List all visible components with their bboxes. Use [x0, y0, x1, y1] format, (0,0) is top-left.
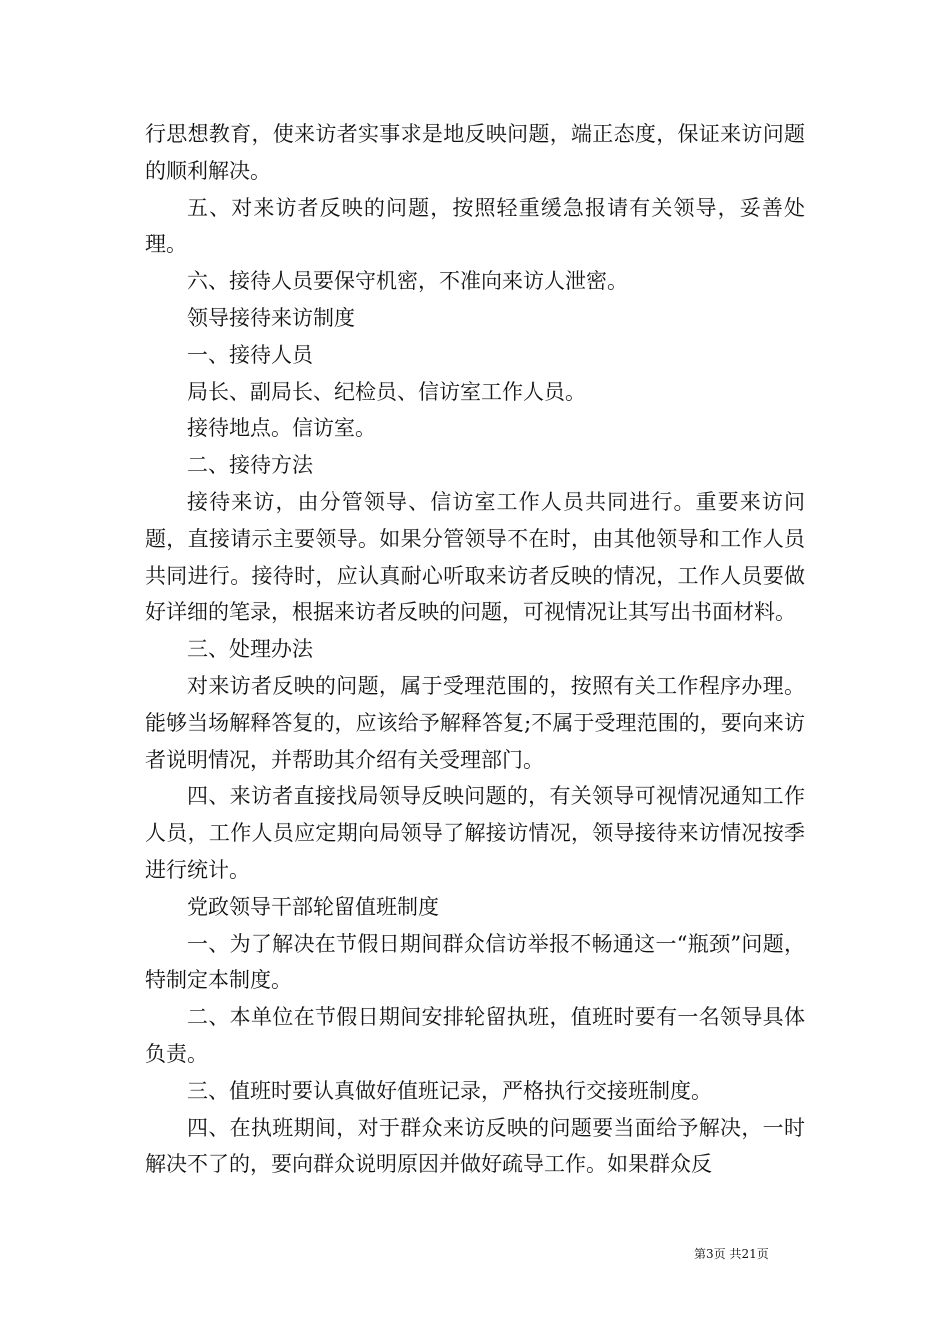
footer-suffix: 页: [756, 1247, 769, 1261]
section-heading-reception-system: 领导接待来访制度: [187, 305, 355, 330]
paragraph-10: 三、处理办法: [187, 637, 313, 662]
paragraph-16: 三、值班时要认真做好值班记录，严格执行交接班制度。: [187, 1078, 712, 1103]
page-number-footer: [694, 1246, 769, 1262]
paragraph-15: 二、本单位在节假日期间安排轮留执班，值班时要有一名领导具体负责。: [145, 1005, 805, 1066]
paragraph-12: 四、来访者直接找局领导反映问题的，有关领导可视情况通知工作人员，工作人员应定期向局领导了解接访情况，领导接待来访情况按季进行统计。: [145, 784, 805, 882]
paragraph-2: 五、对来访者反映的问题，按照轻重缓急报请有关领导，妥善处理。: [145, 195, 805, 257]
paragraph-1: 行思想教育，使来访者实事求是地反映问题，端正态度，保证来访问题的顺利解决。: [145, 122, 805, 183]
paragraph-6: 局长、副局长、纪检员、信访室工作人员。: [187, 379, 586, 404]
footer-prefix: 第: [694, 1247, 707, 1261]
paragraph-7: 接待地点。信访室。: [187, 416, 376, 441]
paragraph-11: 对来访者反映的问题，属于受理范围的，按照有关工作程序办理。能够当场解释答复的，应该给予解释答复;不属于受理范围的，要向来访者说明情况，并帮助其介绍有关受理部门。: [145, 673, 805, 772]
document-body: [145, 116, 805, 1183]
paragraph-17: 四、在执班期间，对于群众来访反映的问题要当面给予解决，一时解决不了的，要向群众说明原因并做好疏导工作。如果群众反: [145, 1115, 805, 1177]
footer-middle: 页 共: [713, 1247, 742, 1261]
paragraph-8: 二、接待方法: [187, 453, 313, 478]
paragraph-9: 接待来访，由分管领导、信访室工作人员共同进行。重要来访问题，直接请示主要领导。如果分管领导不在时，由其他领导和工作人员共同进行。接待时，应认真耐心听取来访者反映的情况，工作人员要做好详细的笔录，根据来访者反映的问题，可视情况让其写出书面材料。: [145, 489, 805, 625]
footer-total-pages: 21: [741, 1247, 757, 1261]
paragraph-14: 一、为了解决在节假日期间群众信访举报不畅通这一“瓶颈”问题，特制定本制度。: [145, 931, 805, 993]
paragraph-3: 六、接待人员要保守机密，不准向来访人泄密。: [187, 269, 628, 294]
paragraph-5: 一、接待人员: [187, 342, 313, 367]
footer-current-page: 3: [706, 1247, 714, 1261]
section-heading-duty-system: 党政领导干部轮留值班制度: [187, 894, 439, 919]
